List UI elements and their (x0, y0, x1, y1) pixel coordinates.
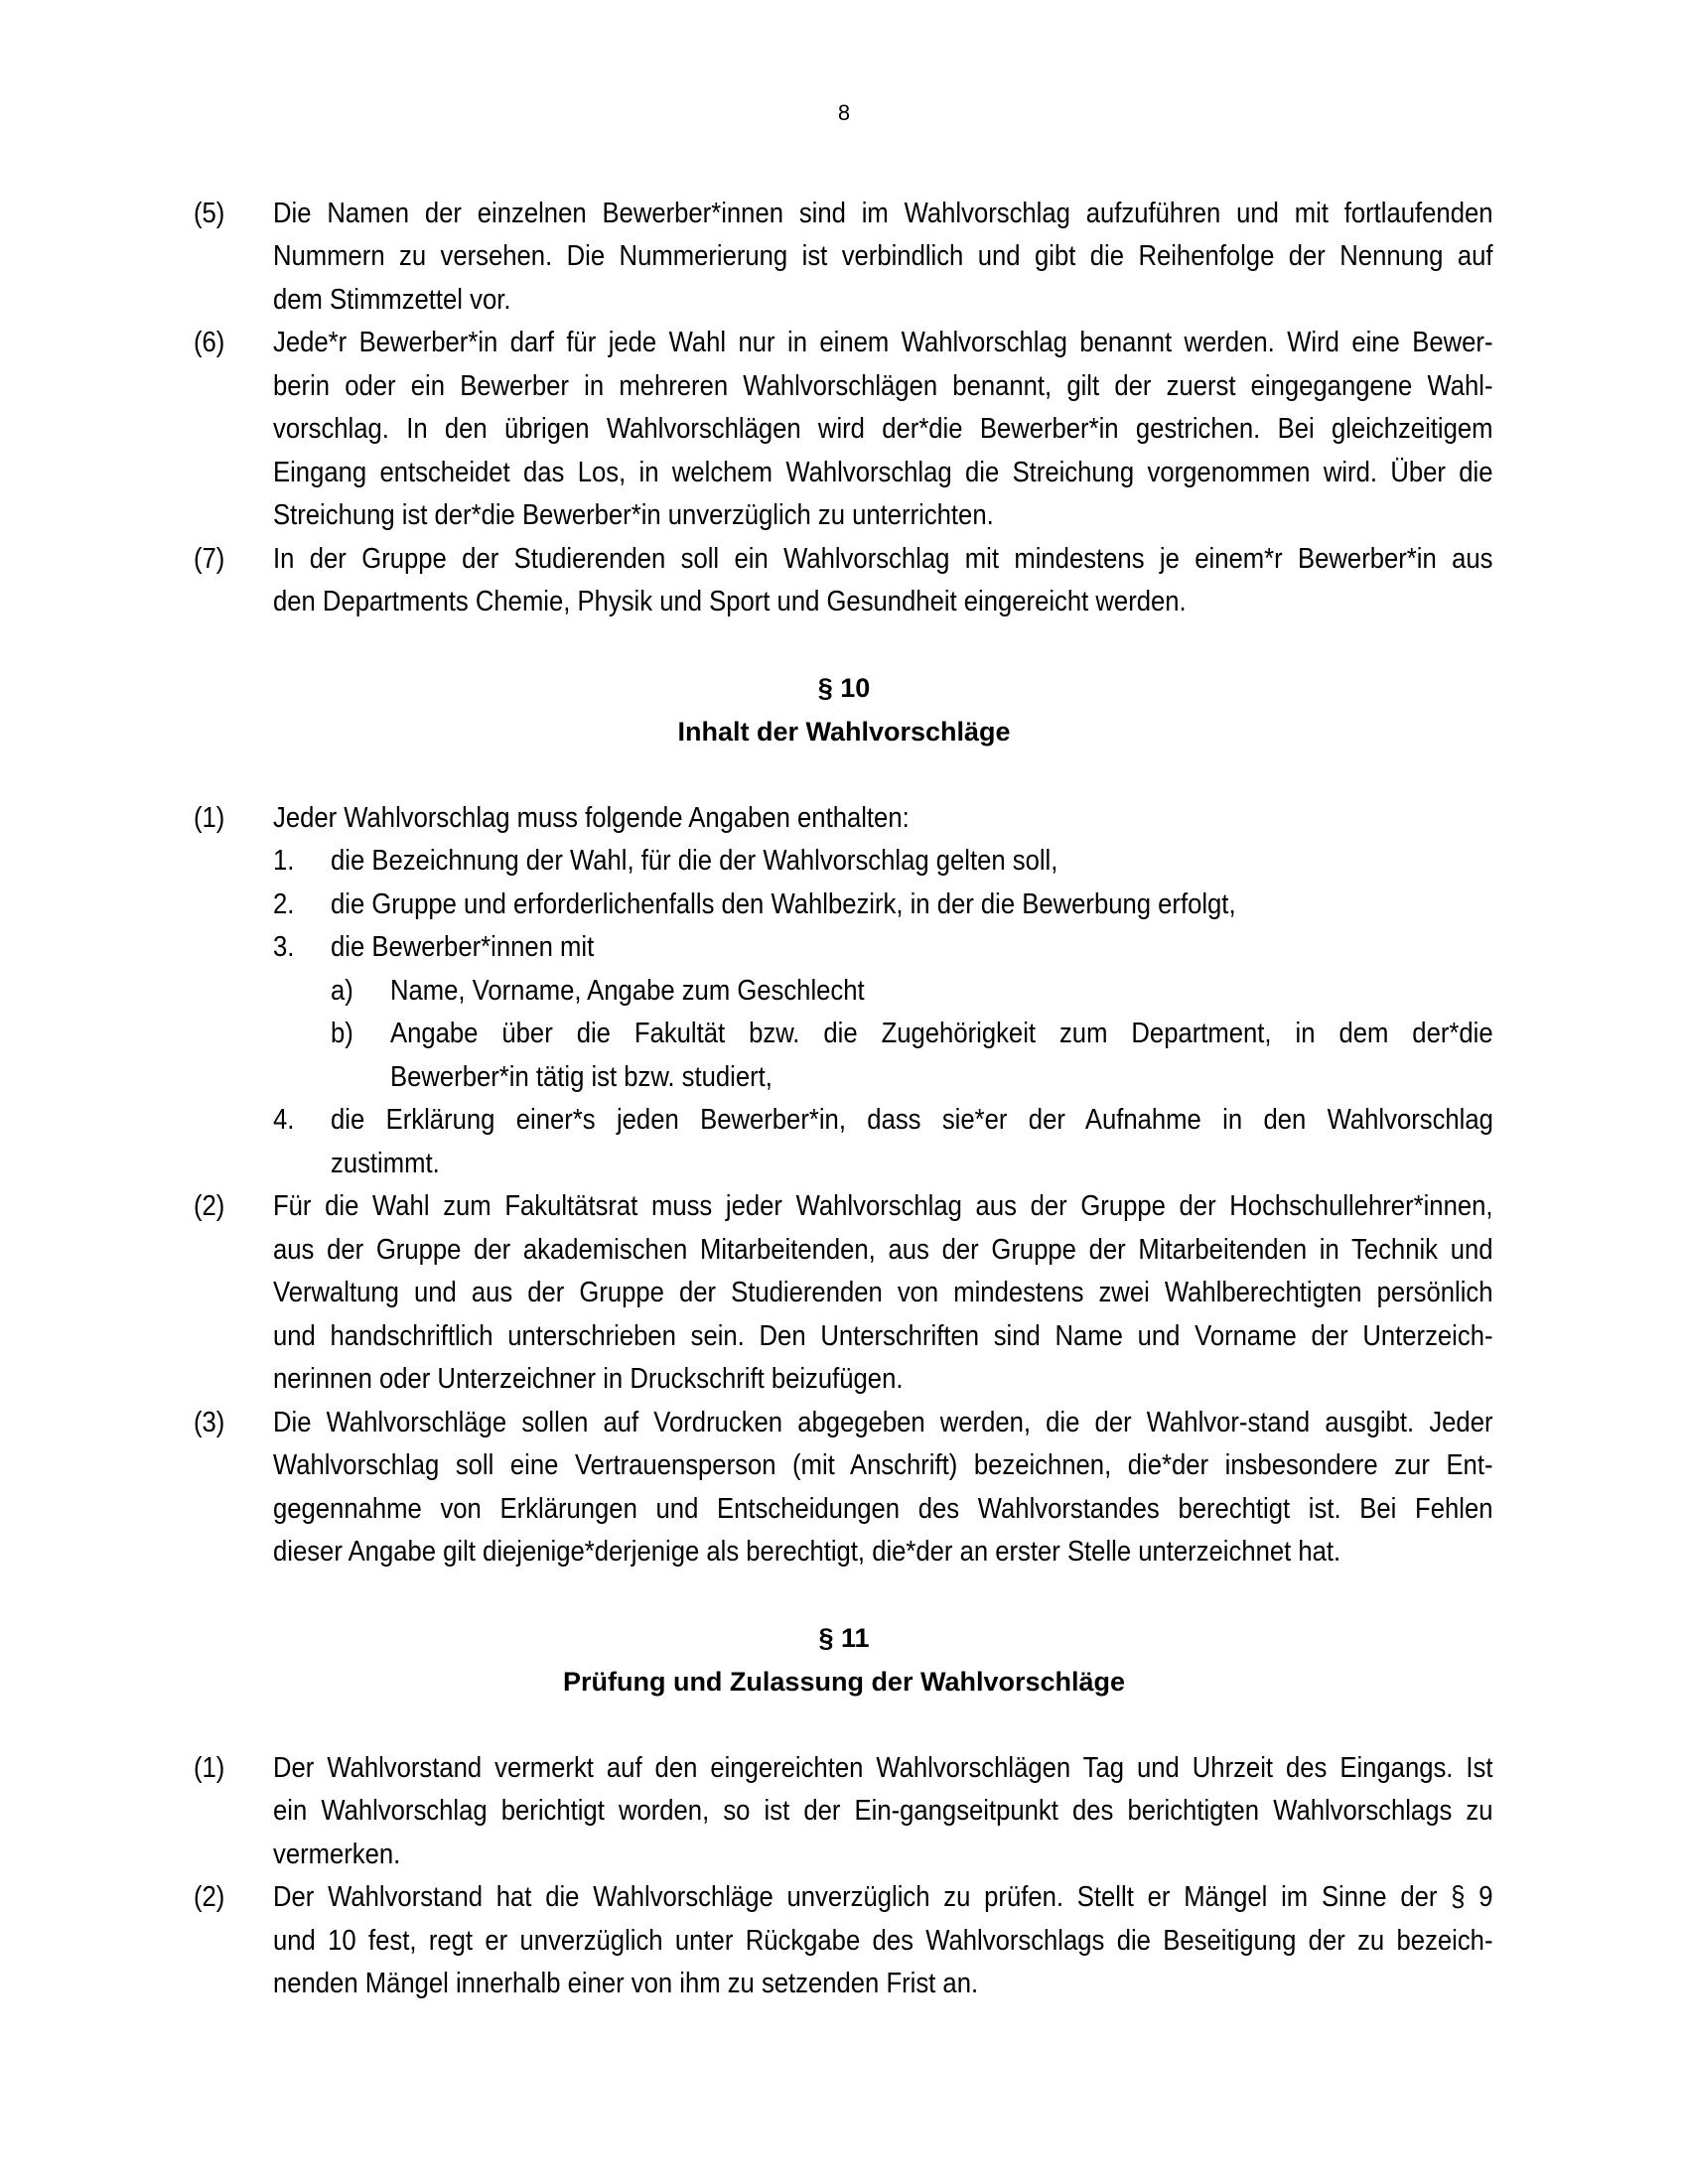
text-line: nenden Mängel innerhalb einer von ihm zu setzenden Frist an. (273, 1968, 979, 1999)
text-line: Name, Vorname, Angabe zum Geschlecht (390, 974, 865, 1007)
sub-item-text (390, 970, 1493, 1014)
text-line: Die Namen der einzelnen Bewerber*innen sind im Wahlvorschlag aufzuführen und mit fortlaufenden (273, 197, 1493, 229)
text-line: Der Wahlvorstand hat die Wahlvorschläge unverzüglich zu prüfen. Stellt er Mängel im Sinne der § 9 (273, 1881, 1493, 1913)
text-line: und 10 fest, regt er unverzüglich unter Rückgabe des Wahlvorschlags die Beseitigung der zu bezeich- (273, 1924, 1493, 1957)
sub-item-number: a) (331, 974, 353, 1007)
text-line: Die Wahlvorschläge sollen auf Vordrucken abgegeben werden, die der Wahlvor-stand ausgibt. Jeder (273, 1406, 1493, 1438)
section-10-heading (0, 667, 1688, 753)
text-line: die Bezeichnung der Wahl, für die der Wahlvorschlag gelten soll, (331, 845, 1058, 877)
text-line: Für die Wahl zum Fakultätsrat muss jeder Wahlvorschlag aus der Gruppe der Hochschullehrer*innen, (273, 1190, 1493, 1222)
text-line: die Gruppe und erforderlichenfalls den Wahlbezirk, in der die Bewerbung erfolgt, (331, 887, 1236, 920)
text-line: ein Wahlvorschlag berichtigt worden, so ist der Ein-gangseitpunkt des berichtigten Wahlvorschlags zu (273, 1795, 1493, 1827)
text-line: und handschriftlich unterschrieben sein. Den Unterschriften sind Name und Vorname der Unterzeich- (273, 1319, 1493, 1352)
page-content (0, 193, 1688, 2006)
section-symbol: § 11 (818, 1623, 870, 1653)
text-line: aus der Gruppe der akademischen Mitarbeitenden, aus der Gruppe der Mitarbeitenden in Technik und (273, 1233, 1493, 1266)
text-line: Angabe über die Fakultät bzw. die Zugehörigkeit zum Department, in dem der*die (390, 1018, 1493, 1049)
section-11-heading (0, 1617, 1688, 1704)
paragraph-10-2 (0, 1185, 1688, 1402)
paragraph-text (273, 1185, 1493, 1402)
list-item-text (331, 840, 1493, 884)
list-item-4 (0, 1099, 1688, 1185)
paragraph-number: (1) (194, 1751, 225, 1784)
paragraph-5 (0, 193, 1688, 323)
text-line: gegennahme von Erklärungen und Entscheidungen des Wahlvorstandes berechtigt ist. Bei Fehlen (273, 1492, 1493, 1525)
section-title: Prüfung und Zulassung der Wahlvorschläge (562, 1666, 1126, 1697)
text-line: vermerken. (273, 1838, 401, 1870)
list-item-number: 2. (273, 887, 295, 920)
paragraph-number: (7) (194, 542, 225, 575)
text-line: Der Wahlvorstand vermerkt auf den eingereichten Wahlvorschlägen Tag und Uhrzeit des Eingangs. Ist (273, 1751, 1493, 1784)
list-item-3 (0, 926, 1688, 1099)
text-line: dieser Angabe gilt diejenige*derjenige als berechtigt, die*der an erster Stelle unterzeichnet hat. (273, 1536, 1341, 1568)
paragraph-10-1 (0, 797, 1688, 1186)
list-item-text (331, 926, 1493, 970)
text-line: dem Stimmzettel vor. (273, 283, 511, 316)
text-line: Jeder Wahlvorschlag muss folgende Angaben enthalten: (273, 801, 910, 834)
list-item-text (331, 1099, 1493, 1185)
paragraph-11-1 (0, 1747, 1688, 1877)
text-line: Streichung ist der*die Bewerber*in unverzüglich zu unterrichten. (273, 499, 994, 531)
list-item-number: 1. (273, 845, 295, 877)
text-line: die Erklärung einer*s jeden Bewerber*in, dass sie*er der Aufnahme in den Wahlvorschlag (331, 1104, 1493, 1136)
paragraph-11-2 (0, 1876, 1688, 2006)
paragraph-text (273, 797, 1493, 841)
page-number: 8 (837, 100, 851, 125)
sub-item-b (0, 1013, 1688, 1099)
text-line: den Departments Chemie, Physik und Sport und Gesundheit eingereicht werden. (273, 586, 1187, 617)
text-line: Eingang entscheidet das Los, in welchem Wahlvorschlag die Streichung vorgenommen wird. Über die (273, 456, 1493, 488)
blank-line (0, 1704, 1688, 1747)
paragraph-number: (2) (194, 1881, 225, 1913)
text-line: Nummern zu versehen. Die Nummerierung ist verbindlich und gibt die Reihenfolge der Nennung auf (273, 240, 1493, 272)
paragraph-number: (2) (194, 1190, 225, 1222)
paragraph-7 (0, 538, 1688, 624)
text-line: nerinnen oder Unterzeichner in Druckschrift beizufügen. (273, 1363, 904, 1395)
sub-item-a (0, 970, 1688, 1014)
list-item-text (331, 884, 1493, 927)
text-line: zustimmt. (331, 1147, 440, 1179)
list-item-number: 3. (273, 931, 295, 963)
text-line: berin oder ein Bewerber in mehreren Wahlvorschlägen benannt, gilt der zuerst eingegangene Wahl- (273, 369, 1493, 402)
sub-item-number: b) (331, 1018, 353, 1049)
paragraph-text (273, 538, 1493, 624)
paragraph-text (273, 322, 1493, 538)
blank-line (0, 1574, 1688, 1618)
text-line: Jede*r Bewerber*in darf für jede Wahl nur in einem Wahlvorschlag benannt werden. Wird eine Bewer- (273, 327, 1493, 358)
list-item-number: 4. (273, 1104, 295, 1136)
text-line: In der Gruppe der Studierenden soll ein Wahlvorschlag mit mindestens je einem*r Bewerber*in aus (273, 542, 1493, 575)
paragraph-6 (0, 322, 1688, 538)
list-item-2 (0, 884, 1688, 927)
sub-item-text (390, 1013, 1493, 1099)
paragraph-number: (3) (194, 1406, 225, 1438)
paragraph-text (273, 1747, 1493, 1877)
text-line: Wahlvorschlag soll eine Vertrauensperson (mit Anschrift) bezeichnen, die*der insbesondere zur Ent- (273, 1449, 1493, 1481)
paragraph-number: (5) (194, 197, 225, 229)
section-title: Inhalt der Wahlvorschläge (677, 716, 1011, 747)
paragraph-text (273, 193, 1493, 323)
paragraph-text (273, 1402, 1493, 1574)
paragraph-text (273, 1876, 1493, 2006)
paragraph-10-3 (0, 1402, 1688, 1574)
text-line: Verwaltung und aus der Gruppe der Studierenden von mindestens zwei Wahlberechtigten persönlich (273, 1277, 1493, 1308)
text-line: die Bewerber*innen mit (331, 931, 595, 963)
blank-line (0, 753, 1688, 797)
text-line: Bewerber*in tätig ist bzw. studiert, (390, 1060, 773, 1093)
text-line: vorschlag. In den übrigen Wahlvorschlägen wird der*die Bewerber*in gestrichen. Bei gleichzeitigem (273, 413, 1493, 445)
section-symbol: § 10 (817, 673, 871, 703)
list-item-1 (0, 840, 1688, 884)
paragraph-number: (6) (194, 327, 225, 358)
paragraph-number: (1) (194, 801, 225, 834)
blank-line (0, 624, 1688, 668)
